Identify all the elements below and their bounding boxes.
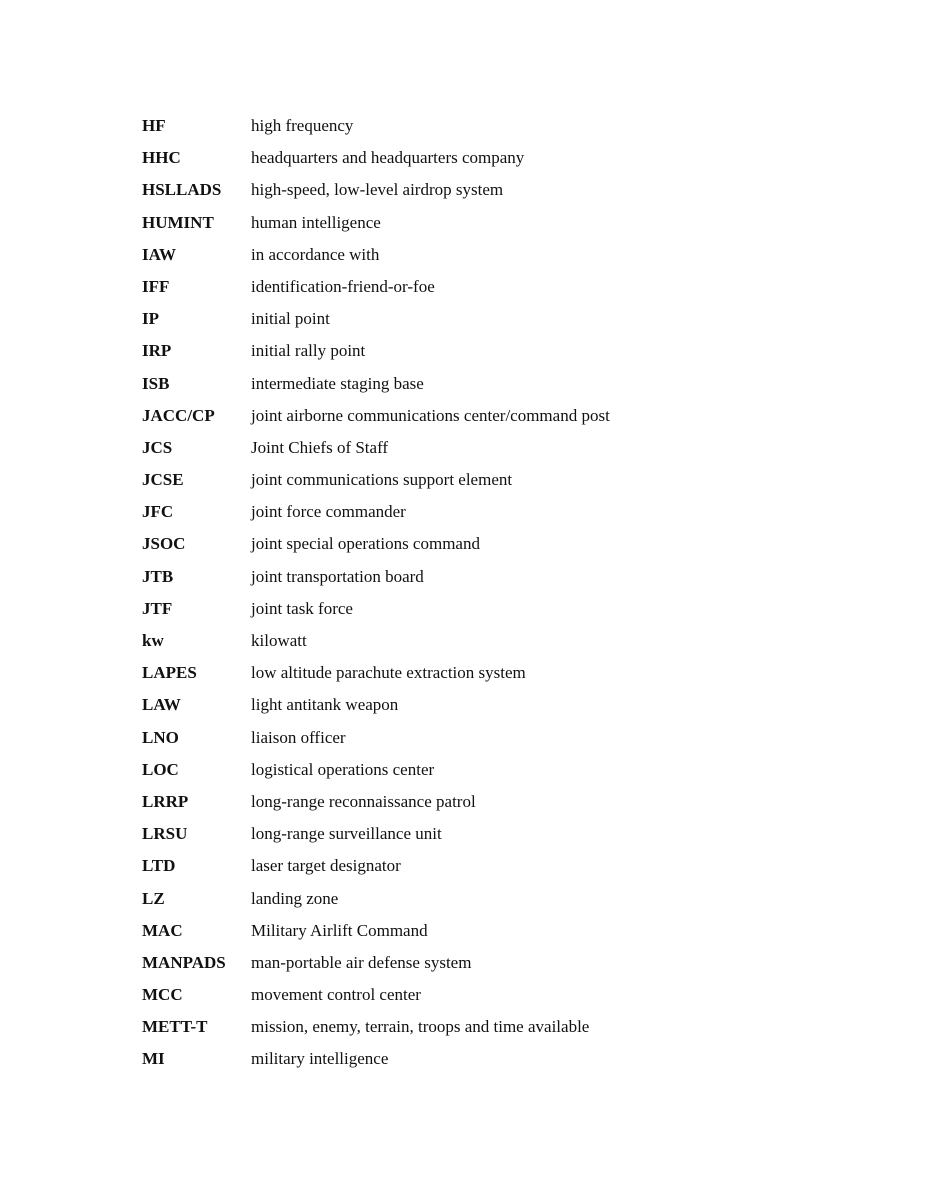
glossary-entry (142, 593, 842, 625)
glossary-term: MAC (142, 920, 183, 940)
glossary-term: IP (142, 309, 159, 329)
glossary-term: LNO (142, 727, 179, 747)
glossary-term: JACC/CP (142, 405, 215, 425)
glossary-term: HF (142, 116, 166, 135)
glossary-entry (142, 561, 842, 593)
glossary-definition: man-portable air defense system (251, 952, 472, 972)
glossary-definition: long-range reconnaissance patrol (251, 791, 476, 811)
glossary-definition: initial point (251, 309, 330, 329)
glossary-term: HUMINT (142, 212, 214, 232)
glossary-entry (142, 850, 842, 882)
glossary-entry (142, 689, 842, 721)
glossary-entry (142, 883, 842, 915)
glossary-entry (142, 368, 842, 400)
glossary-term: MANPADS (142, 952, 226, 972)
glossary-definition: Joint Chiefs of Staff (251, 437, 389, 457)
glossary-definition: mission, enemy, terrain, troops and time available (251, 1017, 590, 1037)
glossary-entry (142, 400, 842, 432)
glossary-entry (142, 1043, 842, 1075)
glossary-definition: liaison officer (251, 727, 346, 747)
glossary-entry (142, 303, 842, 335)
glossary-definition: human intelligence (251, 212, 381, 232)
glossary-term: LAPES (142, 663, 197, 683)
glossary-definition: Military Airlift Command (251, 920, 428, 940)
glossary-term: kw (142, 631, 164, 650)
glossary-entry (142, 1011, 842, 1043)
glossary-term: IAW (142, 244, 177, 264)
glossary-entry (142, 528, 842, 560)
glossary-entry (142, 947, 842, 979)
glossary-definition: joint communications support element (251, 470, 513, 490)
glossary-entry (142, 142, 842, 174)
glossary-term: LTD (142, 856, 176, 876)
glossary-term: IRP (142, 341, 172, 361)
glossary-definition: long-range surveillance unit (251, 824, 442, 844)
glossary-term: JTB (142, 566, 174, 586)
glossary-entry (142, 110, 842, 142)
glossary-term: IFF (142, 276, 170, 296)
glossary-definition: light antitank weapon (251, 695, 399, 715)
glossary-definition: headquarters and headquarters company (251, 148, 525, 168)
glossary-term: LRSU (142, 824, 188, 844)
glossary-definition: intermediate staging base (251, 373, 424, 393)
glossary-definition: high frequency (251, 116, 354, 135)
glossary-entry (142, 625, 842, 657)
glossary-term: JFC (142, 502, 174, 522)
glossary-entry (142, 657, 842, 689)
glossary-entry (142, 335, 842, 367)
glossary-definition: military intelligence (251, 1049, 389, 1069)
glossary-term: LOC (142, 759, 179, 779)
glossary-definition: kilowatt (251, 631, 307, 650)
glossary-term: JCS (142, 437, 173, 457)
glossary-definition: landing zone (251, 888, 339, 908)
glossary-term: METT-T (142, 1017, 208, 1037)
glossary-entry (142, 174, 842, 206)
glossary-term: ISB (142, 373, 170, 393)
glossary-term: JTF (142, 598, 173, 618)
glossary-definition: high-speed, low-level airdrop system (251, 180, 504, 200)
glossary-entry (142, 754, 842, 786)
glossary-entry (142, 207, 842, 239)
glossary-definition: joint special operations command (251, 534, 480, 554)
glossary-definition: in accordance with (251, 244, 380, 264)
glossary-entry (142, 786, 842, 818)
glossary-entry (142, 464, 842, 496)
glossary-entry (142, 271, 842, 303)
glossary-definition: joint force commander (251, 502, 406, 522)
glossary-term: LRRP (142, 791, 189, 811)
glossary-definition: identification-friend-or-foe (251, 276, 435, 296)
glossary-definition: joint task force (251, 598, 353, 618)
glossary-term: HHC (142, 148, 181, 168)
glossary-definition: movement control center (251, 985, 421, 1005)
glossary-definition: joint transportation board (251, 566, 424, 586)
glossary-entry (142, 818, 842, 850)
glossary-list (142, 110, 842, 1076)
glossary-definition: low altitude parachute extraction system (251, 663, 526, 683)
glossary-term: JSOC (142, 534, 186, 554)
glossary-definition: logistical operations center (251, 759, 435, 779)
glossary-definition: joint airborne communications center/command post (251, 405, 610, 425)
glossary-entry (142, 979, 842, 1011)
glossary-term: LZ (142, 888, 165, 908)
glossary-entry (142, 915, 842, 947)
glossary-entry (142, 239, 842, 271)
glossary-entry (142, 722, 842, 754)
glossary-definition: laser target designator (251, 856, 401, 876)
glossary-term: MI (142, 1049, 165, 1069)
glossary-term: LAW (142, 695, 181, 715)
glossary-definition: initial rally point (251, 341, 366, 361)
glossary-entry (142, 432, 842, 464)
glossary-term: MCC (142, 985, 183, 1005)
glossary-term: HSLLADS (142, 180, 222, 200)
glossary-entry (142, 496, 842, 528)
glossary-term: JCSE (142, 470, 184, 490)
